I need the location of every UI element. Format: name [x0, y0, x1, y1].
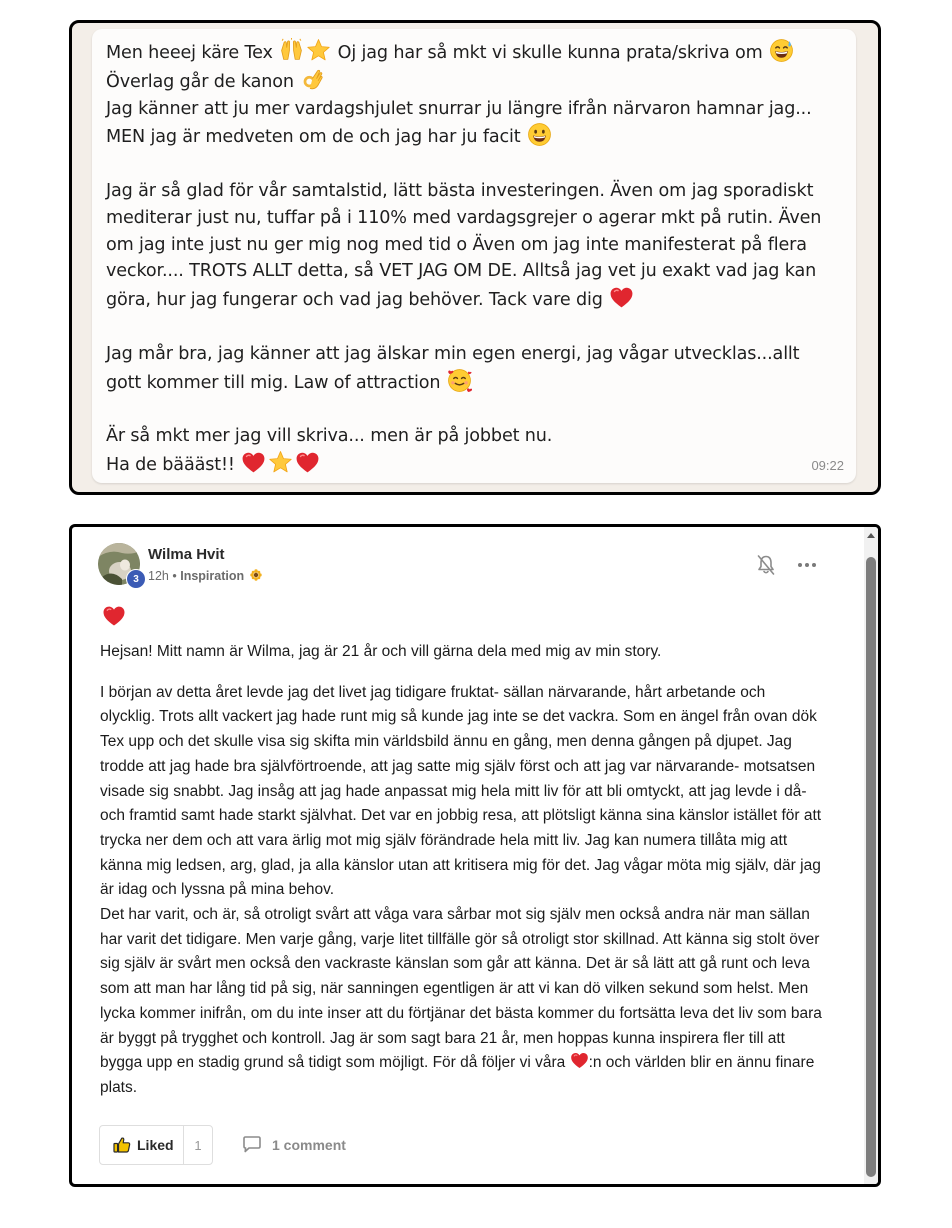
message-bubble[interactable] [92, 29, 856, 483]
paragraph-gap [106, 151, 836, 178]
message-line [106, 450, 836, 479]
message-line-text: Överlag går de kanon [106, 71, 300, 92]
message-line-text: Ha de bäääst!! [106, 454, 241, 475]
bell-off-icon[interactable] [756, 554, 776, 576]
comment-count-label: 1 comment [272, 1137, 346, 1153]
star-icon [268, 450, 293, 475]
post-time: 12h [148, 569, 169, 583]
comment-button[interactable] [242, 1136, 346, 1154]
post-paragraph-text: Det har varit, och är, så otroligt svårt att våga vara sårbar mot sig själv men också andra när man sällan har varit det tidigare. Men varje gång, varje litet tillfälle gör så otroligt stor skillnad. Att känna sig stolt över sig själv är svårt men också den vackraste känslan som går att känna. Det är så lätt att gå runt och leva som att man har lång tid på sig, när sanningen egentligen är att vi kan dö vilken sekund som helst. Men lycka kommer inifrån, om du inte inser att du förtjänar det bästa kommer du fortsätta leva det liv som bara är byggt på trygghet och kontroll. Jag är som sagt bara 21 år, men hoppas kunna inspirera fler till att bygga upp en stadig grund så tidigt som möjligt. För då följer vi våra [100, 906, 822, 1072]
message-paragraph [106, 178, 836, 314]
scrollbar-thumb[interactable] [866, 557, 876, 1177]
message-line-text: Är så mkt mer jag vill skriva... men är på jobbet nu. [106, 426, 553, 447]
post-paragraph-text: :n och världen blir en ännu finare plats. [100, 1054, 815, 1096]
message-line-text: MEN jag är medveten om de och jag har ju facit [106, 127, 526, 148]
post-meta [148, 569, 262, 583]
paragraph-gap [106, 314, 836, 341]
post-category[interactable]: Inspiration [180, 569, 245, 583]
post-intro: Hejsan! Mitt namn är Wilma, jag är 21 år och vill gärna dela med mig av min story. [100, 643, 662, 660]
post-body [100, 640, 822, 1101]
meta-separator: • [172, 569, 177, 583]
like-button[interactable] [99, 1125, 213, 1165]
message-line [106, 96, 836, 123]
scroll-up-arrow-icon[interactable] [867, 533, 875, 538]
message-paragraph [106, 341, 836, 397]
grinning-sweat-icon [769, 38, 794, 63]
like-count[interactable]: 1 [194, 1137, 202, 1153]
message-line-text: Men heeej käre Tex [106, 43, 279, 63]
grinning-face-icon [527, 122, 552, 147]
message-line-text: Oj jag har så mkt vi skulle kunna prata/skriva om [332, 43, 769, 63]
message-line [106, 38, 836, 67]
message-line [106, 423, 836, 450]
message-timestamp: 09:22 [811, 458, 844, 473]
thumbs-up-icon [113, 1136, 131, 1154]
like-toggle[interactable] [100, 1126, 184, 1164]
paragraph-gap [100, 665, 822, 681]
message-line [106, 67, 836, 96]
post-paragraph: I början av detta året levde jag det livet jag tidigare fruktat- sällan närvarande, hårt arbetande och olycklig. Trots allt vackert jag hade runt mig så kunde jag inte se det vackra. Som en ängel från ovan dök Tex upp och det skulle visa sig skifta min världsbild ännu en gång, men denna gången på djupet. Jag trodde att jag hade bra självförtroende, att jag satte mig själv först och att jag var närvarande- motsatsen visade sig snabbt. Jag insåg att jag hade anpassat mig hela mitt liv för att bli omtyckt, att jag levde i då- och framtid samt hade starkt självhat. Det var en jobbig resa, att plötsligt känna sina känslor istället för att trycka ner dem och att vara ärlig mot mig själv förändrade hela mitt liv. Jag kan numera tillåta mig att känna mig ledsen, arg, glad, ja alla känslor utan att kritisera mig för det. Jag vågar möta mig själv, där jag är idag och lyssna på mina behov. [100, 683, 822, 899]
red-heart-icon [609, 285, 634, 310]
message-line-text: Jag känner att ju mer vardagshjulet snurrar ju längre ifrån närvaron hamnar jag... [106, 98, 812, 119]
smiling-face-with-hearts-icon [447, 368, 472, 393]
red-heart-icon [295, 450, 320, 475]
post-paragraph [100, 903, 822, 1101]
like-label: Liked [137, 1137, 174, 1153]
red-heart-icon [102, 604, 126, 632]
message-paragraph-text: Jag är så glad för vår samtalstid, lätt bästa investeringen. Även om jag sporadiskt mediterar just nu, tuffar på i 110% med vardagsgrejer o agerar mkt på rutin. Även om jag inte just nu ger mig nog med tid o Även om jag inte manifesterat på flera veckor.... TROTS ALLT detta, så VET JAG OM DE. Alltså jag vet ju exakt vad jag kan göra, hur jag fungerar och vad jag behöver. Tack vare dig [106, 180, 822, 311]
community-post-panel [69, 524, 881, 1187]
level-badge: 3 [126, 569, 146, 589]
red-heart-icon [241, 450, 266, 475]
ok-hand-icon [300, 67, 325, 92]
chat-message-panel [69, 20, 881, 495]
message-text [106, 38, 836, 479]
avatar[interactable] [98, 543, 140, 585]
author-name[interactable]: Wilma Hvit [148, 546, 225, 563]
paragraph-gap [106, 396, 836, 423]
sunflower-icon [250, 569, 262, 581]
star-icon [306, 38, 331, 63]
message-paragraph-text: Jag mår bra, jag känner att jag älskar min egen energi, jag vågar utvecklas...allt gott kommer till mig. Law of attraction [106, 343, 800, 393]
raising-hands-icon [279, 38, 304, 63]
comment-icon [242, 1136, 262, 1154]
more-horizontal-icon[interactable] [797, 557, 817, 573]
message-line [106, 122, 836, 151]
red-heart-icon [570, 1051, 589, 1070]
scrollbar-track[interactable] [864, 527, 878, 1184]
